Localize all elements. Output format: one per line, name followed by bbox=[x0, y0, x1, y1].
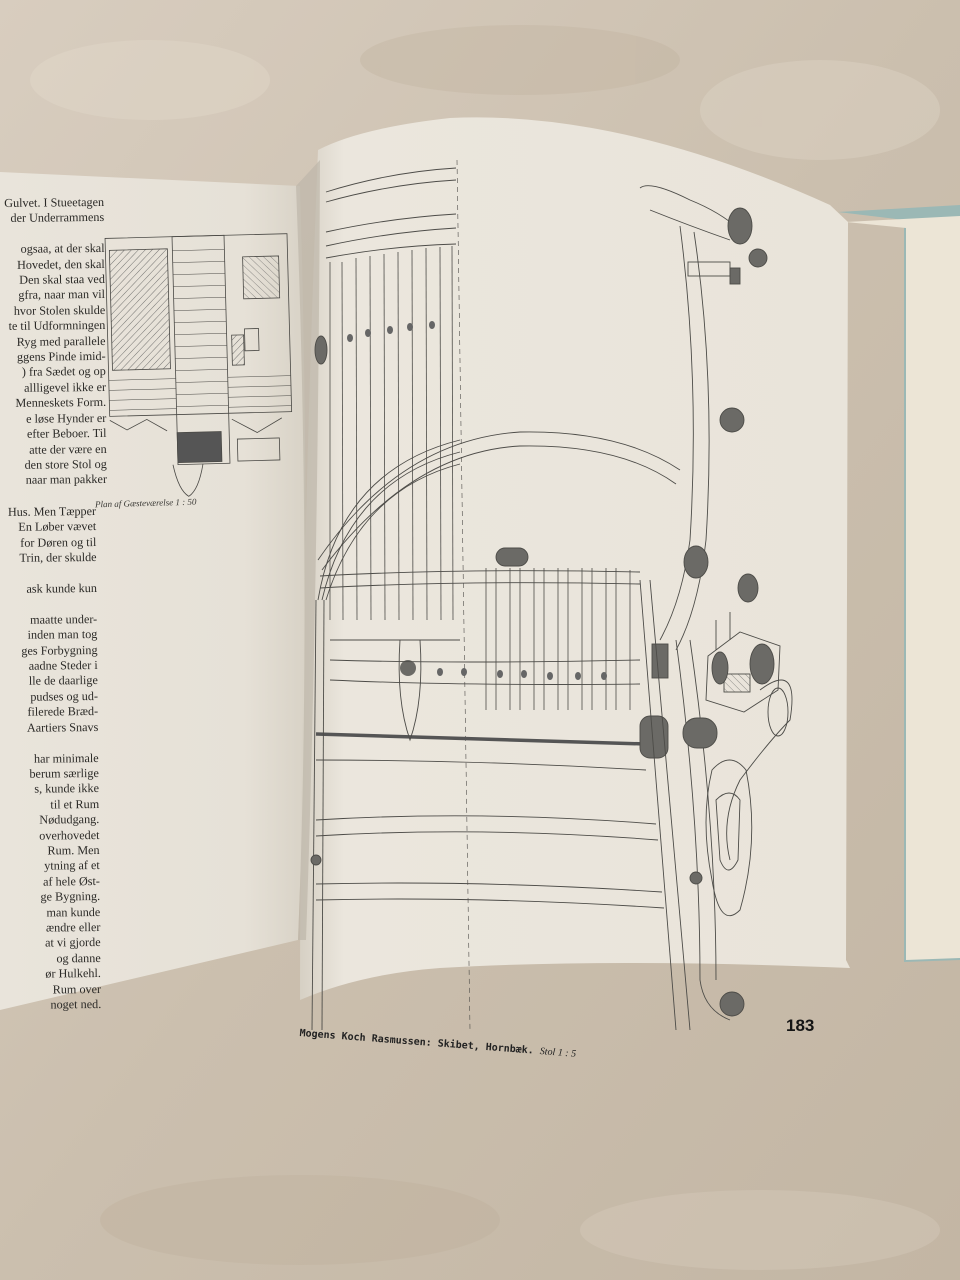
text-line bbox=[1, 596, 97, 612]
text-line: efter Beboer. Til bbox=[26, 425, 107, 441]
text-line: pudses og ud- bbox=[30, 688, 99, 704]
text-line: ) fra Sædet og op bbox=[21, 364, 106, 380]
text-line: Hus. Men Tæpper bbox=[7, 503, 97, 519]
text-line: berum særlige bbox=[29, 765, 99, 781]
text-line: Nødudgang. bbox=[39, 812, 100, 827]
text-line: te til Udformningen bbox=[8, 318, 106, 334]
text-line: inden man tog bbox=[27, 627, 98, 642]
text-line: noget ned. bbox=[50, 996, 102, 1012]
text-line: ogsaa, at der skal bbox=[20, 241, 105, 257]
text-line: ge Bygning. bbox=[40, 889, 101, 904]
chair-caption-main: Mogens Koch Rasmussen: Skibet, Hornbæk. bbox=[299, 1028, 535, 1057]
text-line: for Døren og til bbox=[20, 534, 97, 550]
text-line: Menneskets Form. bbox=[15, 395, 107, 411]
text-line: e løse Hynder er bbox=[26, 410, 107, 426]
text-line: ges Forbygning bbox=[21, 642, 98, 658]
left-page-text-top bbox=[0, 195, 107, 489]
text-line: Rum. Men bbox=[47, 842, 100, 858]
text-line: lle de daarlige bbox=[28, 673, 98, 689]
text-line: har minimale bbox=[33, 750, 99, 766]
text-line: s, kunde ikke bbox=[34, 781, 100, 796]
text-line: den store Stol og bbox=[24, 456, 107, 472]
text-line: ændre eller bbox=[45, 919, 101, 935]
text-line: ask kunde kun bbox=[26, 581, 97, 596]
text-line: allligevel ikke er bbox=[24, 379, 107, 395]
text-line: ggens Pinde imid- bbox=[16, 348, 106, 364]
chair-caption-scale: Stol 1 : 5 bbox=[539, 1046, 577, 1060]
text-line: og danne bbox=[56, 950, 101, 966]
text-line bbox=[1, 566, 97, 582]
text-line: til et Rum bbox=[50, 796, 100, 812]
text-line: der Underrammens bbox=[10, 210, 105, 226]
text-line: Ryg med parallele bbox=[16, 333, 106, 349]
text-line: man kunde bbox=[46, 904, 101, 920]
text-line: ør Hulkehl. bbox=[45, 966, 101, 981]
text-line: maatte under- bbox=[30, 611, 98, 627]
text-line: overhovedet bbox=[39, 827, 100, 843]
text-line: at vi gjorde bbox=[44, 935, 101, 950]
text-line: Hovedet, den skal bbox=[16, 256, 105, 272]
text-line: aadne Steder i bbox=[28, 658, 98, 673]
text-line: naar man pakker bbox=[25, 472, 108, 488]
text-line: af hele Øst- bbox=[43, 873, 101, 889]
text-line: ytning af et bbox=[44, 858, 100, 873]
text-line: Gulvet. I Stueetagen bbox=[4, 194, 105, 210]
text-line: Rum over bbox=[52, 981, 102, 997]
text-line: hvor Stolen skulde bbox=[13, 302, 106, 318]
text-line: Den skal staa ved bbox=[19, 271, 105, 287]
text-line: filerede Bræd- bbox=[27, 704, 99, 720]
text-line: atte der være en bbox=[29, 441, 107, 457]
page-number: 183 bbox=[786, 1016, 815, 1035]
text-line: Trin, der skulde bbox=[19, 550, 97, 566]
text-line: gfra, naar man vil bbox=[18, 287, 106, 303]
left-page-text-bottom bbox=[0, 504, 101, 1013]
text-line: Aartiers Snavs bbox=[26, 719, 99, 735]
plan-figure-caption: Plan af Gæsteværelse 1 : 50 bbox=[94, 496, 197, 510]
text-line bbox=[0, 226, 104, 242]
text-line: En Løber vævet bbox=[18, 519, 97, 535]
text-line bbox=[2, 735, 98, 751]
